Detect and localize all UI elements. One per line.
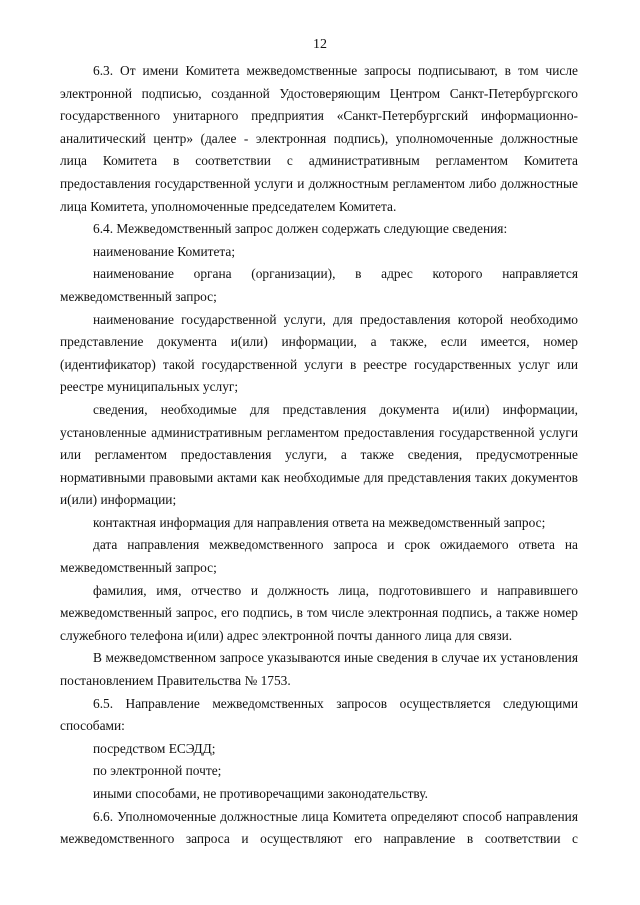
- paragraph-6-6: 6.6. Уполномоченные должностные лица Комитета определяют способ направления межведомственного запроса и осуществляют его направление в соответствии с: [60, 808, 578, 847]
- list-item-service-name: наименование государственной услуги, для предоставления которой необходимо представление документа и(или) информации, а также, если имеется, номер (идентификатор) такой государственной услуги в реестре государственных услуг или реестре муниципальных услуг;: [60, 311, 578, 395]
- document-body: [60, 60, 578, 851]
- paragraph-6-3: 6.3. От имени Комитета межведомственные запросы подписывают, в том числе электронной подписью, созданной Удостоверяющим Центром Санкт-Петербургского государственного унитарного предприятия «Санкт-Петербургский информационно-аналитический центр» (далее - электронная подпись), уполномоченные должностные лица Комитета в соответствии с административным регламентом Комитета предоставления государственной услуги и должностным регламентом либо должностные лица Комитета, уполномоченные председателем Комитета.: [60, 63, 578, 214]
- list-item-responsible-person: фамилия, имя, отчество и должность лица, подготовившего и направившего межведомственный запрос, его подпись, в том числе электронная подпись, а также номер служебного телефона и(или) адрес электронной почты данного лица для связи.: [60, 582, 578, 643]
- list-item-other-methods: иными способами, не противоречащими законодательству.: [93, 786, 428, 801]
- list-item-committee-name: наименование Комитета;: [93, 243, 236, 259]
- list-item-contact-info: контактная информация для направления ответа на межведомственный запрос;: [93, 514, 546, 530]
- list-item-request-date: дата направления межведомственного запроса и срок ожидаемого ответа на межведомственный запрос;: [60, 537, 578, 576]
- list-item-email: по электронной почте;: [93, 763, 222, 779]
- list-item-esedd: посредством ЕСЭДД;: [93, 740, 216, 756]
- page-number: 12: [313, 37, 327, 52]
- list-item-required-info: сведения, необходимые для представления документа и(или) информации, установленные административным регламентом предоставления государственной услуги или регламентом предоставления услуги, а также сведения, предусмотренные нормативными правовыми актами как необходимые для представления таких документов и(или) информации;: [60, 401, 578, 508]
- list-item-recipient-organ: наименование органа (организации), в адрес которого направляется межведомственный запрос;: [60, 266, 578, 304]
- paragraph-6-4: 6.4. Межведомственный запрос должен содержать следующие сведения:: [93, 221, 508, 237]
- paragraph-6-5: 6.5. Направление межведомственных запросов осуществляется следующими способами:: [60, 695, 578, 734]
- paragraph-other-info: В межведомственном запросе указываются иные сведения в случае их установления постановлением Правительства № 1753.: [60, 650, 578, 689]
